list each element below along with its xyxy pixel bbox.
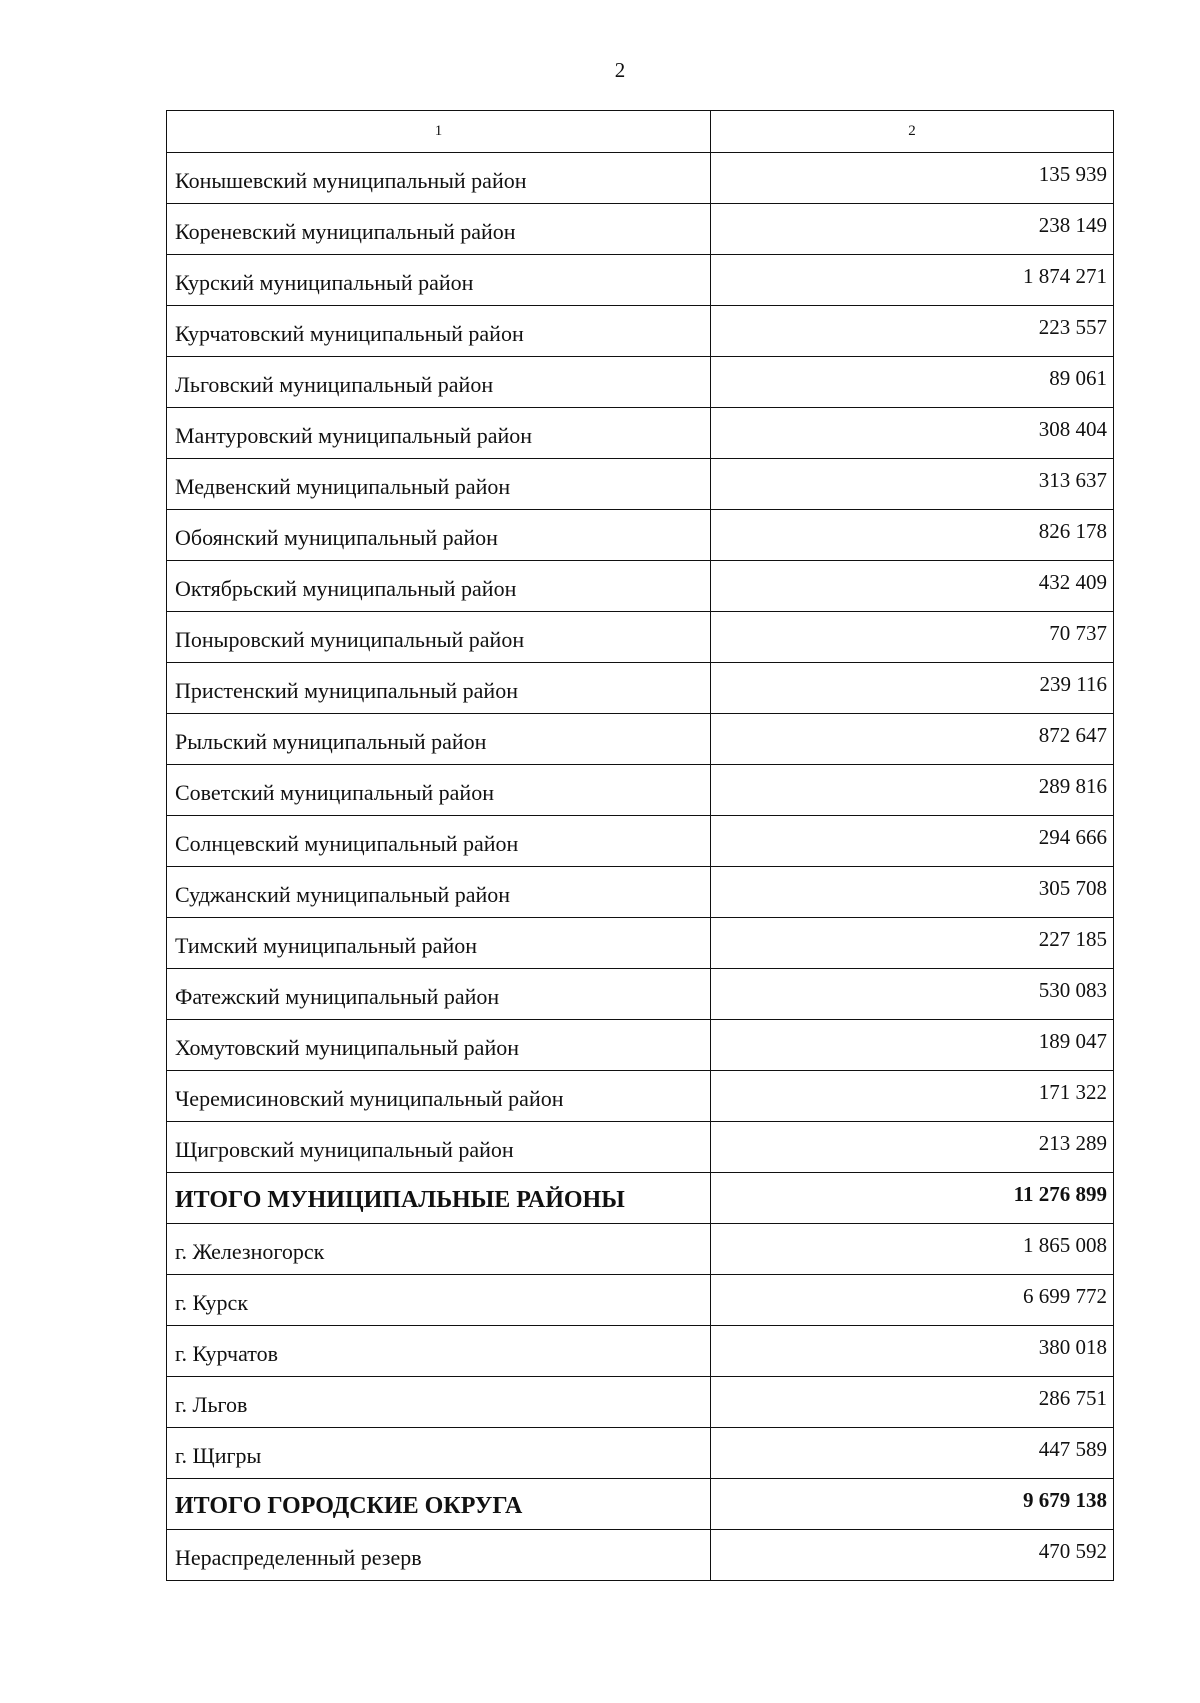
row-value: 239 116: [1039, 672, 1107, 696]
table-row: [167, 815, 1113, 866]
row-name: ИТОГО ГОРОДСКИЕ ОКРУГА: [167, 1479, 711, 1529]
table-total-row: [167, 1478, 1113, 1529]
row-name: Суджанский муниципальный район: [167, 867, 711, 917]
table-row: [167, 968, 1113, 1019]
row-value: 213 289: [1038, 1131, 1107, 1155]
row-value: 11 276 899: [1013, 1182, 1107, 1206]
row-name: г. Курск: [167, 1275, 711, 1325]
table-row: [167, 560, 1113, 611]
row-value: 286 751: [1038, 1386, 1107, 1410]
row-value: 872 647: [1038, 723, 1107, 747]
row-name: г. Курчатов: [167, 1326, 711, 1376]
row-value: 308 404: [1038, 417, 1107, 441]
table-row: [167, 1427, 1113, 1478]
row-name: Щигровский муниципальный район: [167, 1122, 711, 1172]
table-row: [167, 713, 1113, 764]
row-value: 9 679 138: [1023, 1488, 1107, 1512]
row-value: 289 816: [1038, 774, 1107, 798]
table-body: [167, 152, 1113, 1580]
row-value: 227 185: [1038, 927, 1107, 951]
row-value: 238 149: [1038, 213, 1107, 237]
row-name: г. Щигры: [167, 1428, 711, 1478]
row-name: Хомутовский муниципальный район: [167, 1020, 711, 1070]
row-name: Фатежский муниципальный район: [167, 969, 711, 1019]
allocation-table: [166, 110, 1114, 1581]
row-value: 89 061: [1049, 366, 1107, 390]
row-name: Солнцевский муниципальный район: [167, 816, 711, 866]
table-row: [167, 611, 1113, 662]
table-row: [167, 152, 1113, 203]
row-name: Тимский муниципальный район: [167, 918, 711, 968]
table-row: [167, 1529, 1113, 1580]
row-name: Рыльский муниципальный район: [167, 714, 711, 764]
table-row: [167, 1019, 1113, 1070]
row-value: 223 557: [1038, 315, 1107, 339]
page-number: 2: [614, 58, 626, 82]
row-value: 189 047: [1038, 1029, 1107, 1053]
row-value: 294 666: [1038, 825, 1107, 849]
row-name: Конышевский муниципальный район: [167, 153, 711, 203]
column-header-2: 2: [908, 123, 916, 139]
row-name: Нераспределенный резерв: [167, 1530, 711, 1580]
row-name: ИТОГО МУНИЦИПАЛЬНЫЕ РАЙОНЫ: [167, 1173, 711, 1223]
row-name: Поныровский муниципальный район: [167, 612, 711, 662]
row-value: 171 322: [1038, 1080, 1107, 1104]
table-row: [167, 1070, 1113, 1121]
row-value: 1 874 271: [1023, 264, 1107, 288]
table-row: [167, 1223, 1113, 1274]
row-value: 135 939: [1038, 162, 1107, 186]
table-row: [167, 1121, 1113, 1172]
row-name: Льговский муниципальный район: [167, 357, 711, 407]
row-value: 70 737: [1049, 621, 1107, 645]
row-value: 380 018: [1038, 1335, 1107, 1359]
row-value: 313 637: [1038, 468, 1107, 492]
table-row: [167, 917, 1113, 968]
row-name: Мантуровский муниципальный район: [167, 408, 711, 458]
column-header-1: 1: [167, 111, 711, 152]
table-total-row: [167, 1172, 1113, 1223]
row-name: г. Железногорск: [167, 1224, 711, 1274]
row-name: Черемисиновский муниципальный район: [167, 1071, 711, 1121]
row-name: Пристенский муниципальный район: [167, 663, 711, 713]
row-name: Обоянский муниципальный район: [167, 510, 711, 560]
row-name: Советский муниципальный район: [167, 765, 711, 815]
table-row: [167, 1376, 1113, 1427]
table-row: [167, 305, 1113, 356]
table-row: [167, 356, 1113, 407]
row-value: 1 865 008: [1023, 1233, 1107, 1257]
row-value: 826 178: [1038, 519, 1107, 543]
row-value: 530 083: [1038, 978, 1107, 1002]
table-row: [167, 866, 1113, 917]
row-name: Октябрьский муниципальный район: [167, 561, 711, 611]
row-value: 305 708: [1038, 876, 1107, 900]
row-name: Кореневский муниципальный район: [167, 204, 711, 254]
row-value: 6 699 772: [1023, 1284, 1107, 1308]
table-header-row: [167, 111, 1113, 152]
table-row: [167, 662, 1113, 713]
table-row: [167, 764, 1113, 815]
table-row: [167, 1274, 1113, 1325]
table-row: [167, 1325, 1113, 1376]
table-row: [167, 254, 1113, 305]
row-name: Курчатовский муниципальный район: [167, 306, 711, 356]
row-name: г. Льгов: [167, 1377, 711, 1427]
table-row: [167, 407, 1113, 458]
table-row: [167, 509, 1113, 560]
row-value: 470 592: [1038, 1539, 1107, 1563]
row-value: 432 409: [1038, 570, 1107, 594]
row-value: 447 589: [1038, 1437, 1107, 1461]
table-row: [167, 458, 1113, 509]
table-row: [167, 203, 1113, 254]
row-name: Медвенский муниципальный район: [167, 459, 711, 509]
row-name: Курский муниципальный район: [167, 255, 711, 305]
